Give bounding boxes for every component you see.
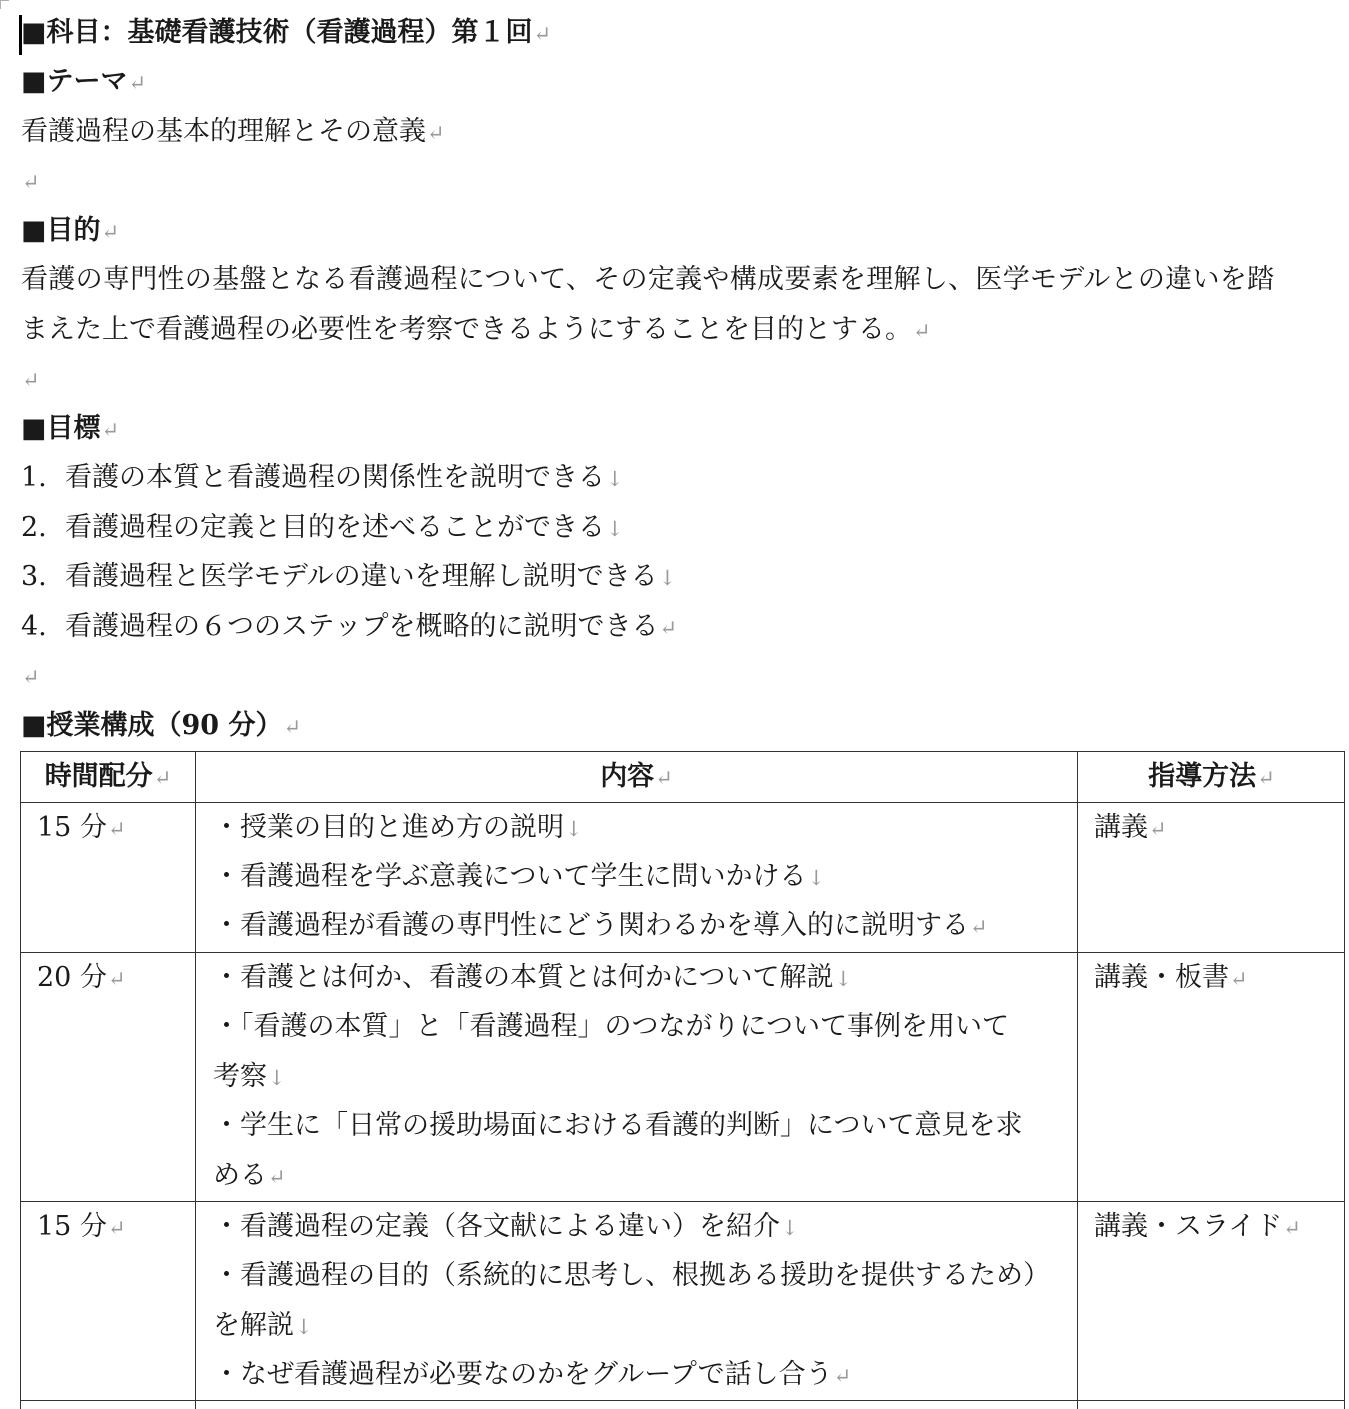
cell-end-mark: ↵ [1149, 817, 1167, 841]
content-line: ・看護過程を学ぶ意義について学生に問いかける [213, 861, 807, 892]
header-label: 内容 [600, 761, 655, 792]
goals-heading: ■目標 [21, 413, 101, 444]
theme-text: 看護過程の基本的理解とその意義 [21, 116, 426, 147]
goal-number: 2. [21, 512, 47, 543]
line-break-mark: ↓ [565, 817, 583, 841]
header-label: 時間配分 [44, 761, 153, 792]
method-value: 講義・板書 [1094, 962, 1229, 993]
table-cell-content[interactable] [195, 802, 1077, 952]
table-cell-method[interactable] [1077, 1201, 1345, 1400]
content-line: ・なぜ看護過程が必要なのかをグループで話し合う [213, 1359, 833, 1390]
table-cell-time[interactable] [20, 802, 195, 952]
time-value: 15 分 [37, 1211, 107, 1242]
cell-end-mark: ↵ [107, 817, 126, 841]
table-header-time[interactable] [20, 751, 195, 802]
goal-text: 看護の本質と看護過程の関係性を説明できる [65, 462, 605, 493]
goals-heading-line[interactable] [21, 404, 119, 454]
purpose-text-line-1[interactable] [21, 255, 1274, 305]
content-line: める [213, 1160, 267, 1191]
content-line: を解説 [213, 1310, 294, 1341]
table-header-method[interactable] [1077, 751, 1345, 802]
cell-end-mark: ↵ [107, 967, 126, 991]
goal-number: 3. [21, 561, 47, 592]
method-value: 講義 [1094, 812, 1148, 843]
line-break-mark: ↓ [834, 967, 853, 991]
method-value: 講義・スライド [1094, 1211, 1283, 1242]
table-cell-time[interactable] [20, 1201, 195, 1400]
line-break-mark: ↓ [268, 1066, 286, 1090]
goal-item-3[interactable] [21, 552, 676, 602]
table-cell-time[interactable] [20, 952, 195, 1201]
line-break-mark: ↓ [606, 517, 624, 541]
lesson-structure-table [20, 751, 1345, 1409]
theme-heading: ■テーマ [21, 66, 128, 97]
purpose-text-2: まえた上で看護過程の必要性を考察できるようにすることを目的とする。 [21, 314, 912, 345]
paragraph-mark: ↵ [22, 665, 40, 689]
goal-number: 1. [21, 462, 47, 493]
table-cell-content[interactable] [195, 1400, 1077, 1409]
table-right-border [1344, 751, 1345, 1409]
paragraph-mark: ↵ [913, 319, 931, 343]
table-cell-method[interactable] [1077, 802, 1345, 952]
content-line: ・学生に「日常の援助場面における看護的判断」について意見を求 [213, 1110, 1023, 1141]
line-break-mark: ↓ [658, 566, 677, 590]
content-line: ・看護過程の定義（各文献による違い）を紹介 [213, 1211, 780, 1242]
table-cell-time[interactable] [20, 1400, 195, 1409]
structure-heading: ■授業構成（90 分） [21, 710, 283, 741]
table-cell-content[interactable] [195, 952, 1077, 1201]
paragraph-mark: ↵ [283, 715, 302, 739]
goal-item-2[interactable] [21, 503, 624, 553]
theme-text-line[interactable] [21, 107, 445, 157]
cell-end-mark: ↵ [268, 1165, 286, 1189]
goal-text: 看護過程と医学モデルの違いを理解し説明できる [65, 561, 658, 592]
line-break-mark: ↓ [295, 1315, 313, 1339]
purpose-text-1: 看護の専門性の基盤となる看護過程について、その定義や構成要素を理解し、医学モデルとの違いを踏 [21, 264, 1275, 295]
paragraph-mark: ↵ [22, 170, 40, 194]
goal-item-4[interactable] [21, 602, 677, 652]
time-value: 20 分 [37, 962, 107, 993]
line-break-mark: ↓ [781, 1216, 799, 1240]
purpose-heading: ■目的 [21, 215, 101, 246]
empty-paragraph[interactable] [21, 354, 40, 404]
cell-end-mark: ↵ [1257, 766, 1275, 790]
cell-end-mark: ↵ [153, 766, 172, 790]
content-line: 考察 [213, 1061, 267, 1092]
content-line: ・「看護の本質」と「看護過程」のつながりについて事例を用いて [213, 1011, 1009, 1042]
paragraph-mark: ↵ [101, 418, 120, 442]
goal-item-1[interactable] [21, 453, 624, 503]
goal-text: 看護過程の定義と目的を述べることができる [65, 512, 605, 543]
paragraph-mark: ↵ [22, 368, 40, 392]
cell-end-mark: ↵ [970, 915, 988, 939]
purpose-heading-line[interactable] [21, 206, 119, 256]
paragraph-mark: ↵ [659, 616, 678, 640]
table-header-content[interactable] [195, 751, 1077, 802]
table-cell-method[interactable] [1077, 952, 1345, 1201]
paragraph-mark: ↵ [427, 121, 445, 145]
content-line: ・授業の目的と進め方の説明 [213, 812, 564, 843]
cell-end-mark: ↵ [1230, 967, 1248, 991]
cell-end-mark: ↵ [833, 1364, 852, 1388]
goal-text: 看護過程の６つのステップを概略的に説明できる [65, 611, 659, 642]
goal-number: 4. [21, 611, 47, 642]
empty-paragraph[interactable] [21, 156, 40, 206]
theme-heading-line[interactable] [21, 57, 146, 107]
content-line: ・看護とは何か、看護の本質とは何かについて解説 [213, 962, 834, 993]
table-cell-method[interactable] [1077, 1400, 1345, 1409]
line-break-mark: ↓ [606, 467, 624, 491]
empty-paragraph[interactable] [21, 651, 40, 701]
document-title: ■科目：基礎看護技術（看護過程）第１回 [21, 17, 533, 48]
line-break-mark: ↓ [807, 866, 826, 890]
document-title-line[interactable] [21, 8, 551, 58]
cell-end-mark: ↵ [107, 1216, 126, 1240]
purpose-text-line-2[interactable] [21, 305, 931, 355]
paragraph-mark: ↵ [128, 71, 147, 95]
cell-end-mark: ↵ [655, 766, 673, 790]
content-line: ・看護過程が看護の専門性にどう関わるかを導入的に説明する [213, 910, 969, 941]
time-value: 15 分 [37, 812, 107, 843]
header-label: 指導方法 [1148, 761, 1257, 792]
content-line: ・看護過程の目的（系統的に思考し、根拠ある援助を提供するため） [213, 1260, 1050, 1291]
page-corner-marker [0, 0, 9, 9]
structure-heading-line[interactable] [21, 701, 301, 751]
paragraph-mark: ↵ [101, 220, 120, 244]
table-cell-content[interactable] [195, 1201, 1077, 1400]
paragraph-mark: ↵ [533, 22, 552, 46]
cell-end-mark: ↵ [1283, 1216, 1301, 1240]
